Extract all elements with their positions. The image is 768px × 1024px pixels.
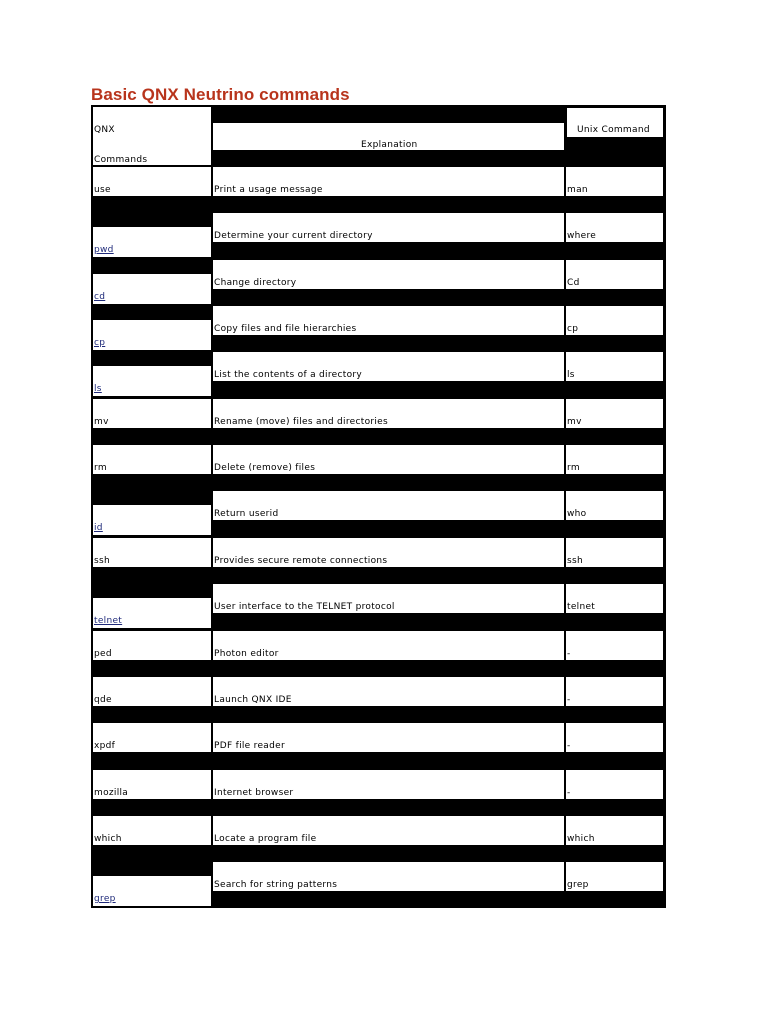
explanation-text: PDF file reader — [214, 741, 285, 751]
table-row-unix-cell — [566, 677, 663, 706]
qnx-command: xpdf — [94, 741, 116, 751]
table-row-unix-cell — [566, 584, 663, 613]
table-row-unix-cell — [566, 816, 663, 845]
table-row-explanation-cell — [213, 399, 564, 428]
explanation-text: Internet browser — [214, 788, 294, 798]
table-row-explanation-cell — [213, 816, 564, 845]
qnx-command: mv — [94, 417, 109, 427]
explanation-text: Determine your current directory — [214, 231, 373, 241]
explanation-text: Photon editor — [214, 649, 279, 659]
explanation-text: Return userid — [214, 509, 279, 519]
table-row-unix-cell — [566, 770, 663, 799]
header-explanation-label: Explanation — [361, 140, 418, 150]
table-row-unix-cell — [566, 491, 663, 520]
table-row-unix-cell — [566, 538, 663, 567]
unix-command: ssh — [567, 556, 583, 566]
table-row-explanation-cell — [213, 862, 564, 891]
table-row-qnx-cell — [93, 167, 211, 196]
table-row-explanation-cell — [213, 631, 564, 660]
unix-command: Cd — [567, 278, 580, 288]
explanation-text: Provides secure remote connections — [214, 556, 388, 566]
qnx-command[interactable]: ls — [94, 384, 102, 394]
table-row-explanation-cell — [213, 352, 564, 381]
unix-command: - — [567, 788, 571, 798]
unix-command: cp — [567, 324, 579, 334]
table-row-qnx-cell[interactable] — [93, 505, 211, 535]
table-row-explanation-cell — [213, 584, 564, 613]
header-unix-command — [567, 108, 663, 137]
table-row-explanation-cell — [213, 213, 564, 242]
unix-command: grep — [567, 880, 589, 890]
qnx-command: rm — [94, 463, 107, 473]
unix-command: who — [567, 509, 587, 519]
table-row-qnx-cell — [93, 816, 211, 845]
table-row-qnx-cell — [93, 770, 211, 799]
table-row-unix-cell — [566, 352, 663, 381]
unix-command: - — [567, 649, 571, 659]
unix-command: which — [567, 834, 595, 844]
table-row-qnx-cell[interactable] — [93, 876, 211, 906]
unix-command: ls — [567, 370, 575, 380]
header-qnx-commands — [93, 107, 211, 165]
table-row-qnx-cell — [93, 399, 211, 428]
unix-command: rm — [567, 463, 580, 473]
table-row-qnx-cell[interactable] — [93, 227, 211, 257]
table-row-qnx-cell[interactable] — [93, 598, 211, 628]
qnx-command[interactable]: cp — [94, 338, 106, 348]
table-row-unix-cell — [566, 631, 663, 660]
table-row-unix-cell — [566, 862, 663, 891]
table-row-qnx-cell — [93, 445, 211, 474]
unix-command: man — [567, 185, 588, 195]
table-row-explanation-cell — [213, 167, 564, 196]
table-row-qnx-cell[interactable] — [93, 320, 211, 350]
explanation-text: Print a usage message — [214, 185, 323, 195]
explanation-text: Rename (move) files and directories — [214, 417, 389, 427]
table-row-qnx-cell — [93, 538, 211, 567]
explanation-text: Search for string patterns — [214, 880, 338, 890]
qnx-command[interactable]: telnet — [94, 616, 123, 626]
qnx-command: which — [94, 834, 122, 844]
qnx-command: ssh — [94, 556, 110, 566]
table-row-unix-cell — [566, 167, 663, 196]
table-row-explanation-cell — [213, 538, 564, 567]
table-row-explanation-cell — [213, 260, 564, 289]
explanation-text: Locate a program file — [214, 834, 317, 844]
table-row-qnx-cell — [93, 677, 211, 706]
qnx-command: ped — [94, 649, 112, 659]
header-qnx-line1: QNX — [94, 125, 115, 135]
table-row-explanation-cell — [213, 306, 564, 335]
table-row-unix-cell — [566, 399, 663, 428]
unix-command: where — [567, 231, 597, 241]
table-row-unix-cell — [566, 306, 663, 335]
qnx-command[interactable]: cd — [94, 292, 106, 302]
table-row-qnx-cell — [93, 723, 211, 752]
explanation-text: Launch QNX IDE — [214, 695, 292, 705]
qnx-command[interactable]: id — [94, 523, 103, 533]
document-title: Basic QNX Neutrino commands — [91, 85, 350, 104]
table-row-explanation-cell — [213, 491, 564, 520]
table-row-qnx-cell — [93, 631, 211, 660]
table-row-explanation-cell — [213, 770, 564, 799]
header-explanation — [213, 123, 564, 150]
header-qnx-line2: Commands — [94, 155, 148, 165]
table-row-unix-cell — [566, 445, 663, 474]
qnx-command[interactable]: pwd — [94, 245, 114, 255]
table-row-qnx-cell[interactable] — [93, 274, 211, 304]
qnx-command: mozilla — [94, 788, 129, 798]
table-row-explanation-cell — [213, 445, 564, 474]
table-row-unix-cell — [566, 260, 663, 289]
commands-table — [91, 105, 666, 908]
unix-command: mv — [567, 417, 582, 427]
explanation-text: List the contents of a directory — [214, 370, 363, 380]
qnx-command[interactable]: grep — [94, 894, 116, 904]
unix-command: - — [567, 741, 571, 751]
explanation-text: User interface to the TELNET protocol — [214, 602, 395, 612]
qnx-command: qde — [94, 695, 112, 705]
qnx-command: use — [94, 185, 111, 195]
table-row-explanation-cell — [213, 723, 564, 752]
explanation-text: Delete (remove) files — [214, 463, 316, 473]
explanation-text: Copy files and file hierarchies — [214, 324, 357, 334]
table-row-explanation-cell — [213, 677, 564, 706]
table-row-unix-cell — [566, 723, 663, 752]
unix-command: - — [567, 695, 571, 705]
table-row-unix-cell — [566, 213, 663, 242]
unix-command: telnet — [567, 602, 596, 612]
table-row-qnx-cell[interactable] — [93, 366, 211, 396]
header-unix-label: Unix Command — [577, 125, 650, 135]
explanation-text: Change directory — [214, 278, 297, 288]
